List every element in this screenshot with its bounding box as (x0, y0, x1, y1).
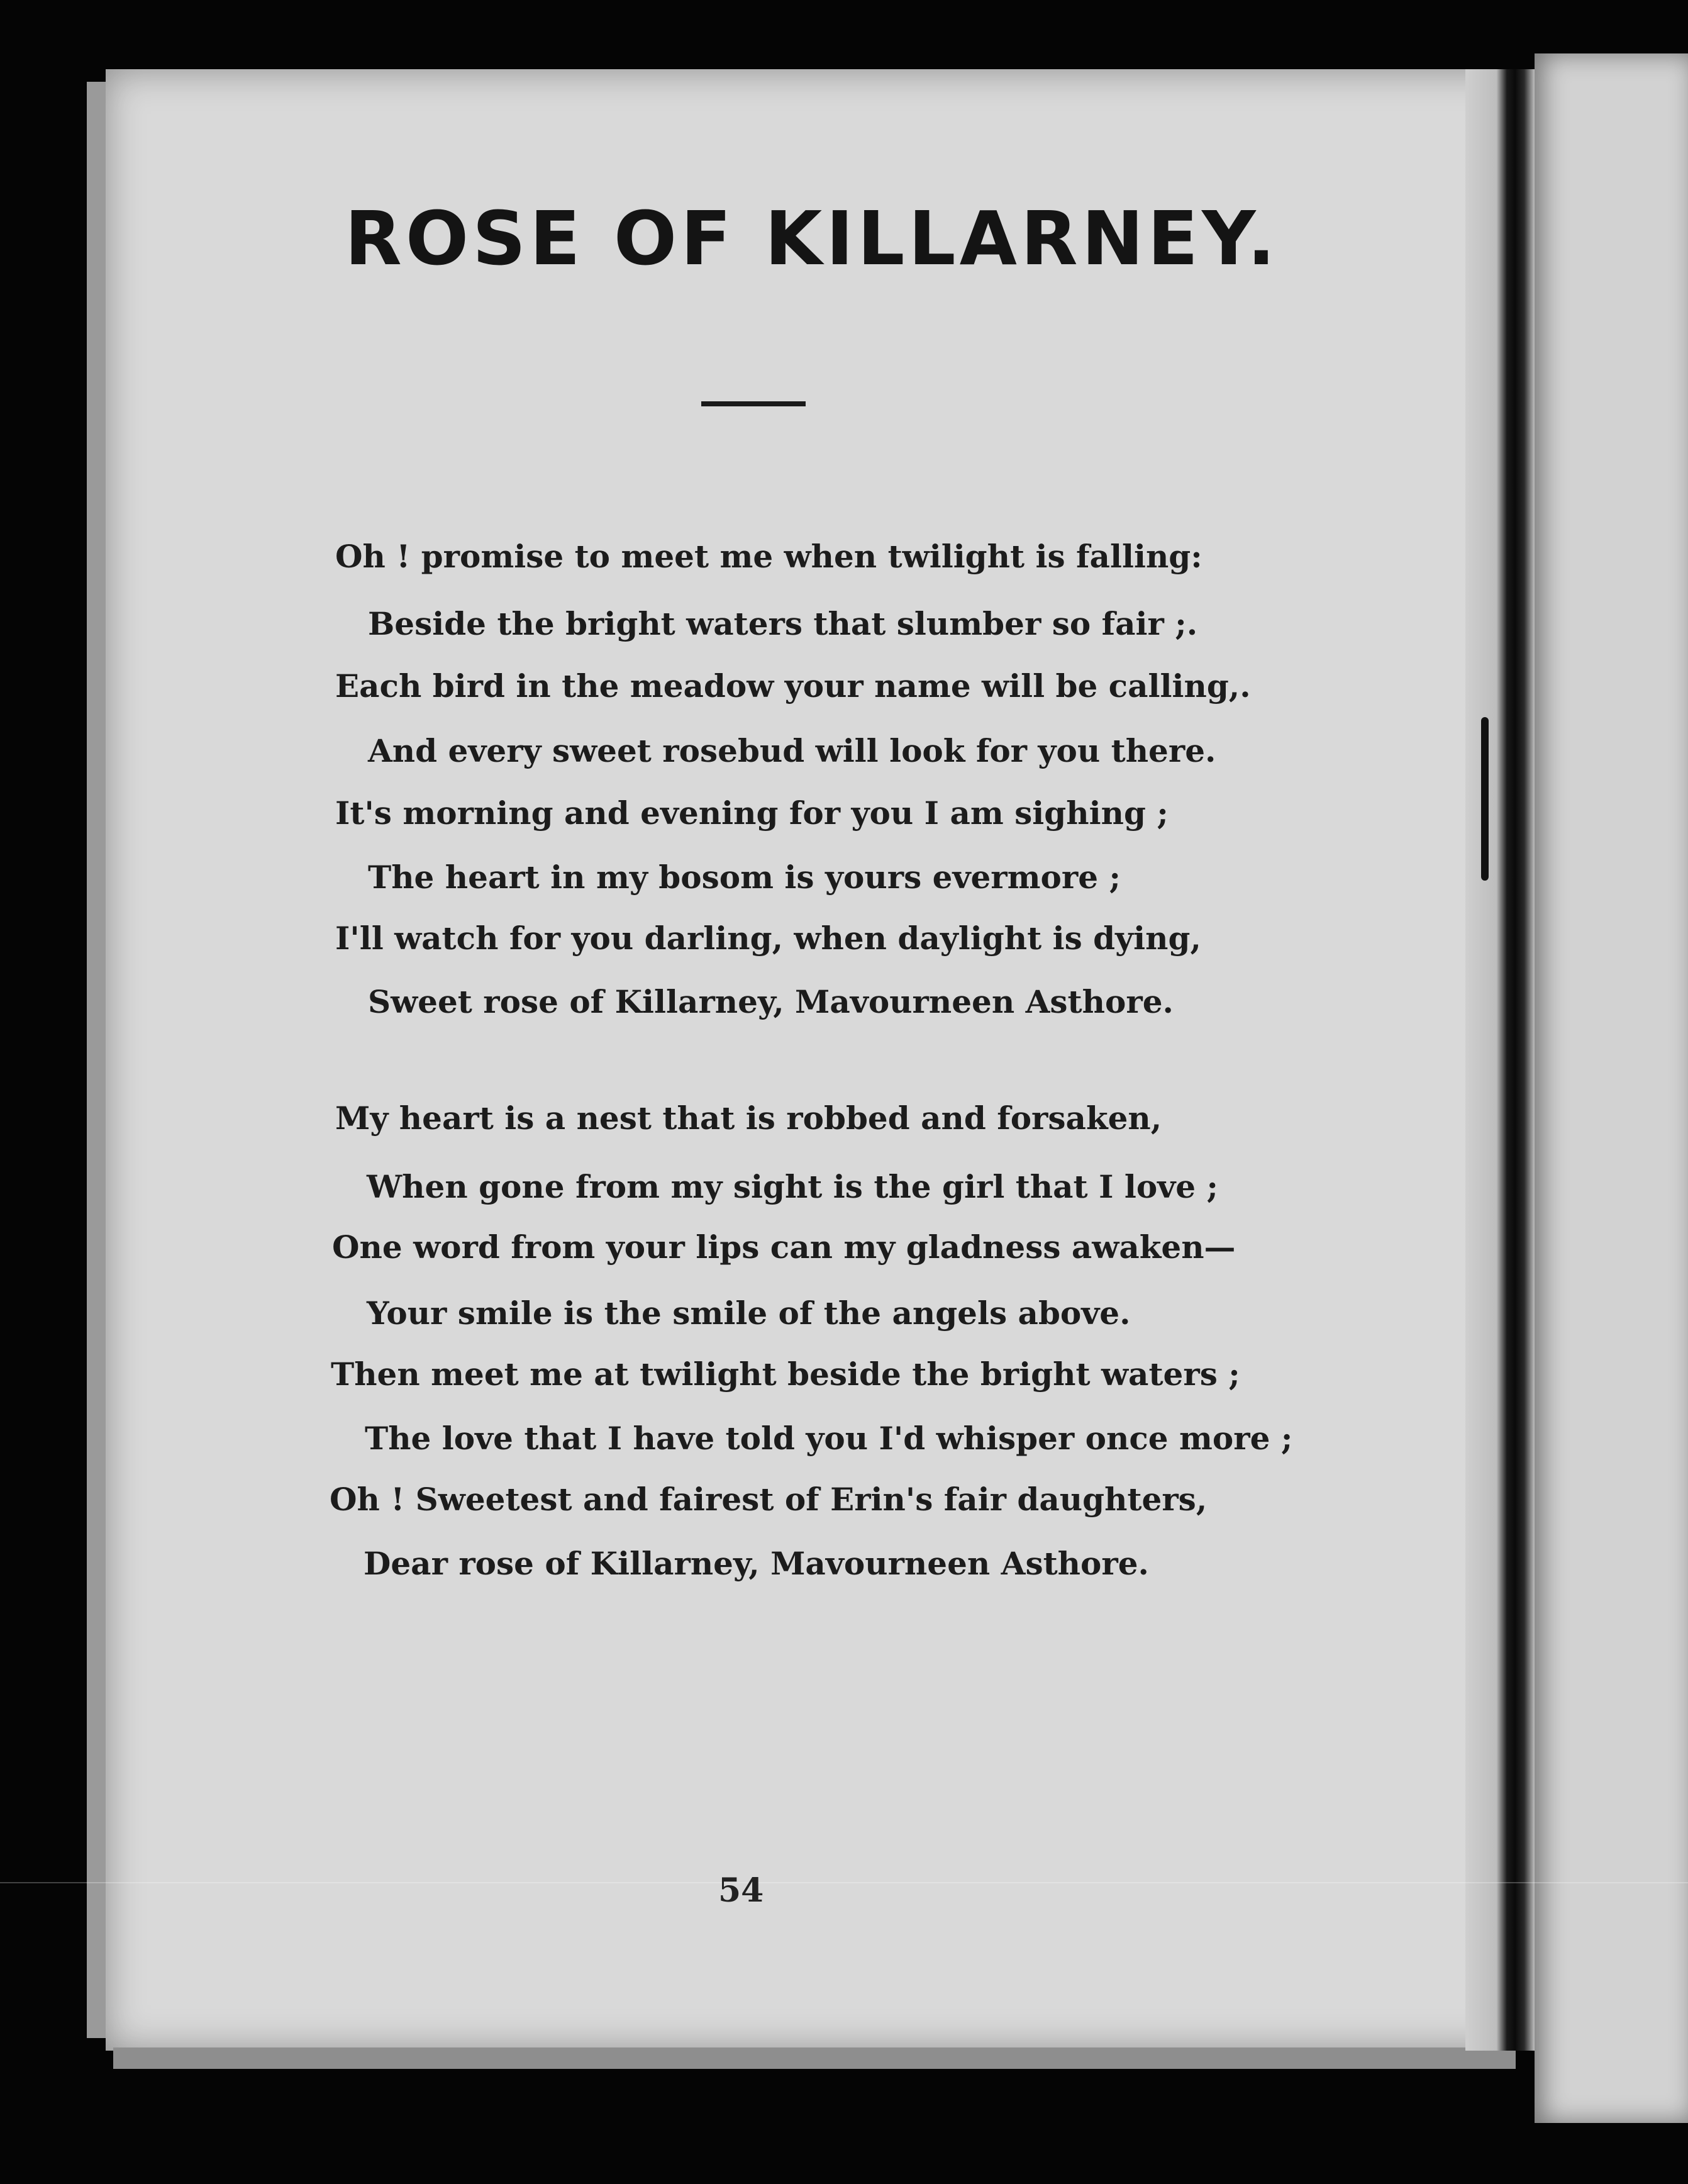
verse-line: Dear rose of Killarney, Mavourneen Asthore. (364, 1545, 1149, 1582)
verse-line: When gone from my sight is the girl that I love ; (367, 1168, 1218, 1205)
verse-line: And every sweet rosebud will look for you there. (368, 732, 1216, 769)
verse-line: Sweet rose of Killarney, Mavourneen Asthore. (368, 983, 1174, 1020)
verse-line: One word from your lips can my gladness awaken— (332, 1228, 1236, 1266)
scan-line (0, 1882, 1688, 1883)
verse-line: Oh ! promise to meet me when twilight is falling: (335, 538, 1202, 575)
facing-page (1535, 53, 1688, 2123)
page-bottom-edge (113, 2048, 1516, 2069)
song-title: ROSE OF KILLARNEY. (345, 195, 1279, 282)
verse-line: My heart is a nest that is robbed and forsaken, (335, 1100, 1162, 1137)
verse-line: It's morning and evening for you I am sighing ; (335, 794, 1169, 832)
book-gutter (1465, 69, 1535, 2051)
book-page (106, 69, 1533, 2051)
verse-line: Then meet me at twilight beside the bright waters ; (331, 1356, 1240, 1393)
binding-mark (1481, 717, 1489, 881)
verse-line: The heart in my bosom is yours evermore ; (368, 859, 1121, 896)
page-number: 54 (718, 1871, 764, 1910)
verse-line: Beside the bright waters that slumber so fair ;. (368, 605, 1198, 642)
verse-line: Your smile is the smile of the angels above. (367, 1295, 1131, 1332)
verse-line: The love that I have told you I'd whisper once more ; (365, 1420, 1293, 1457)
verse-line: Each bird in the meadow your name will be calling,. (335, 667, 1251, 705)
page-left-edge (87, 82, 108, 2038)
verse-line: I'll watch for you darling, when daylight is dying, (335, 920, 1201, 957)
verse-line: Oh ! Sweetest and fairest of Erin's fair daughters, (330, 1481, 1208, 1518)
title-rule (701, 401, 806, 406)
